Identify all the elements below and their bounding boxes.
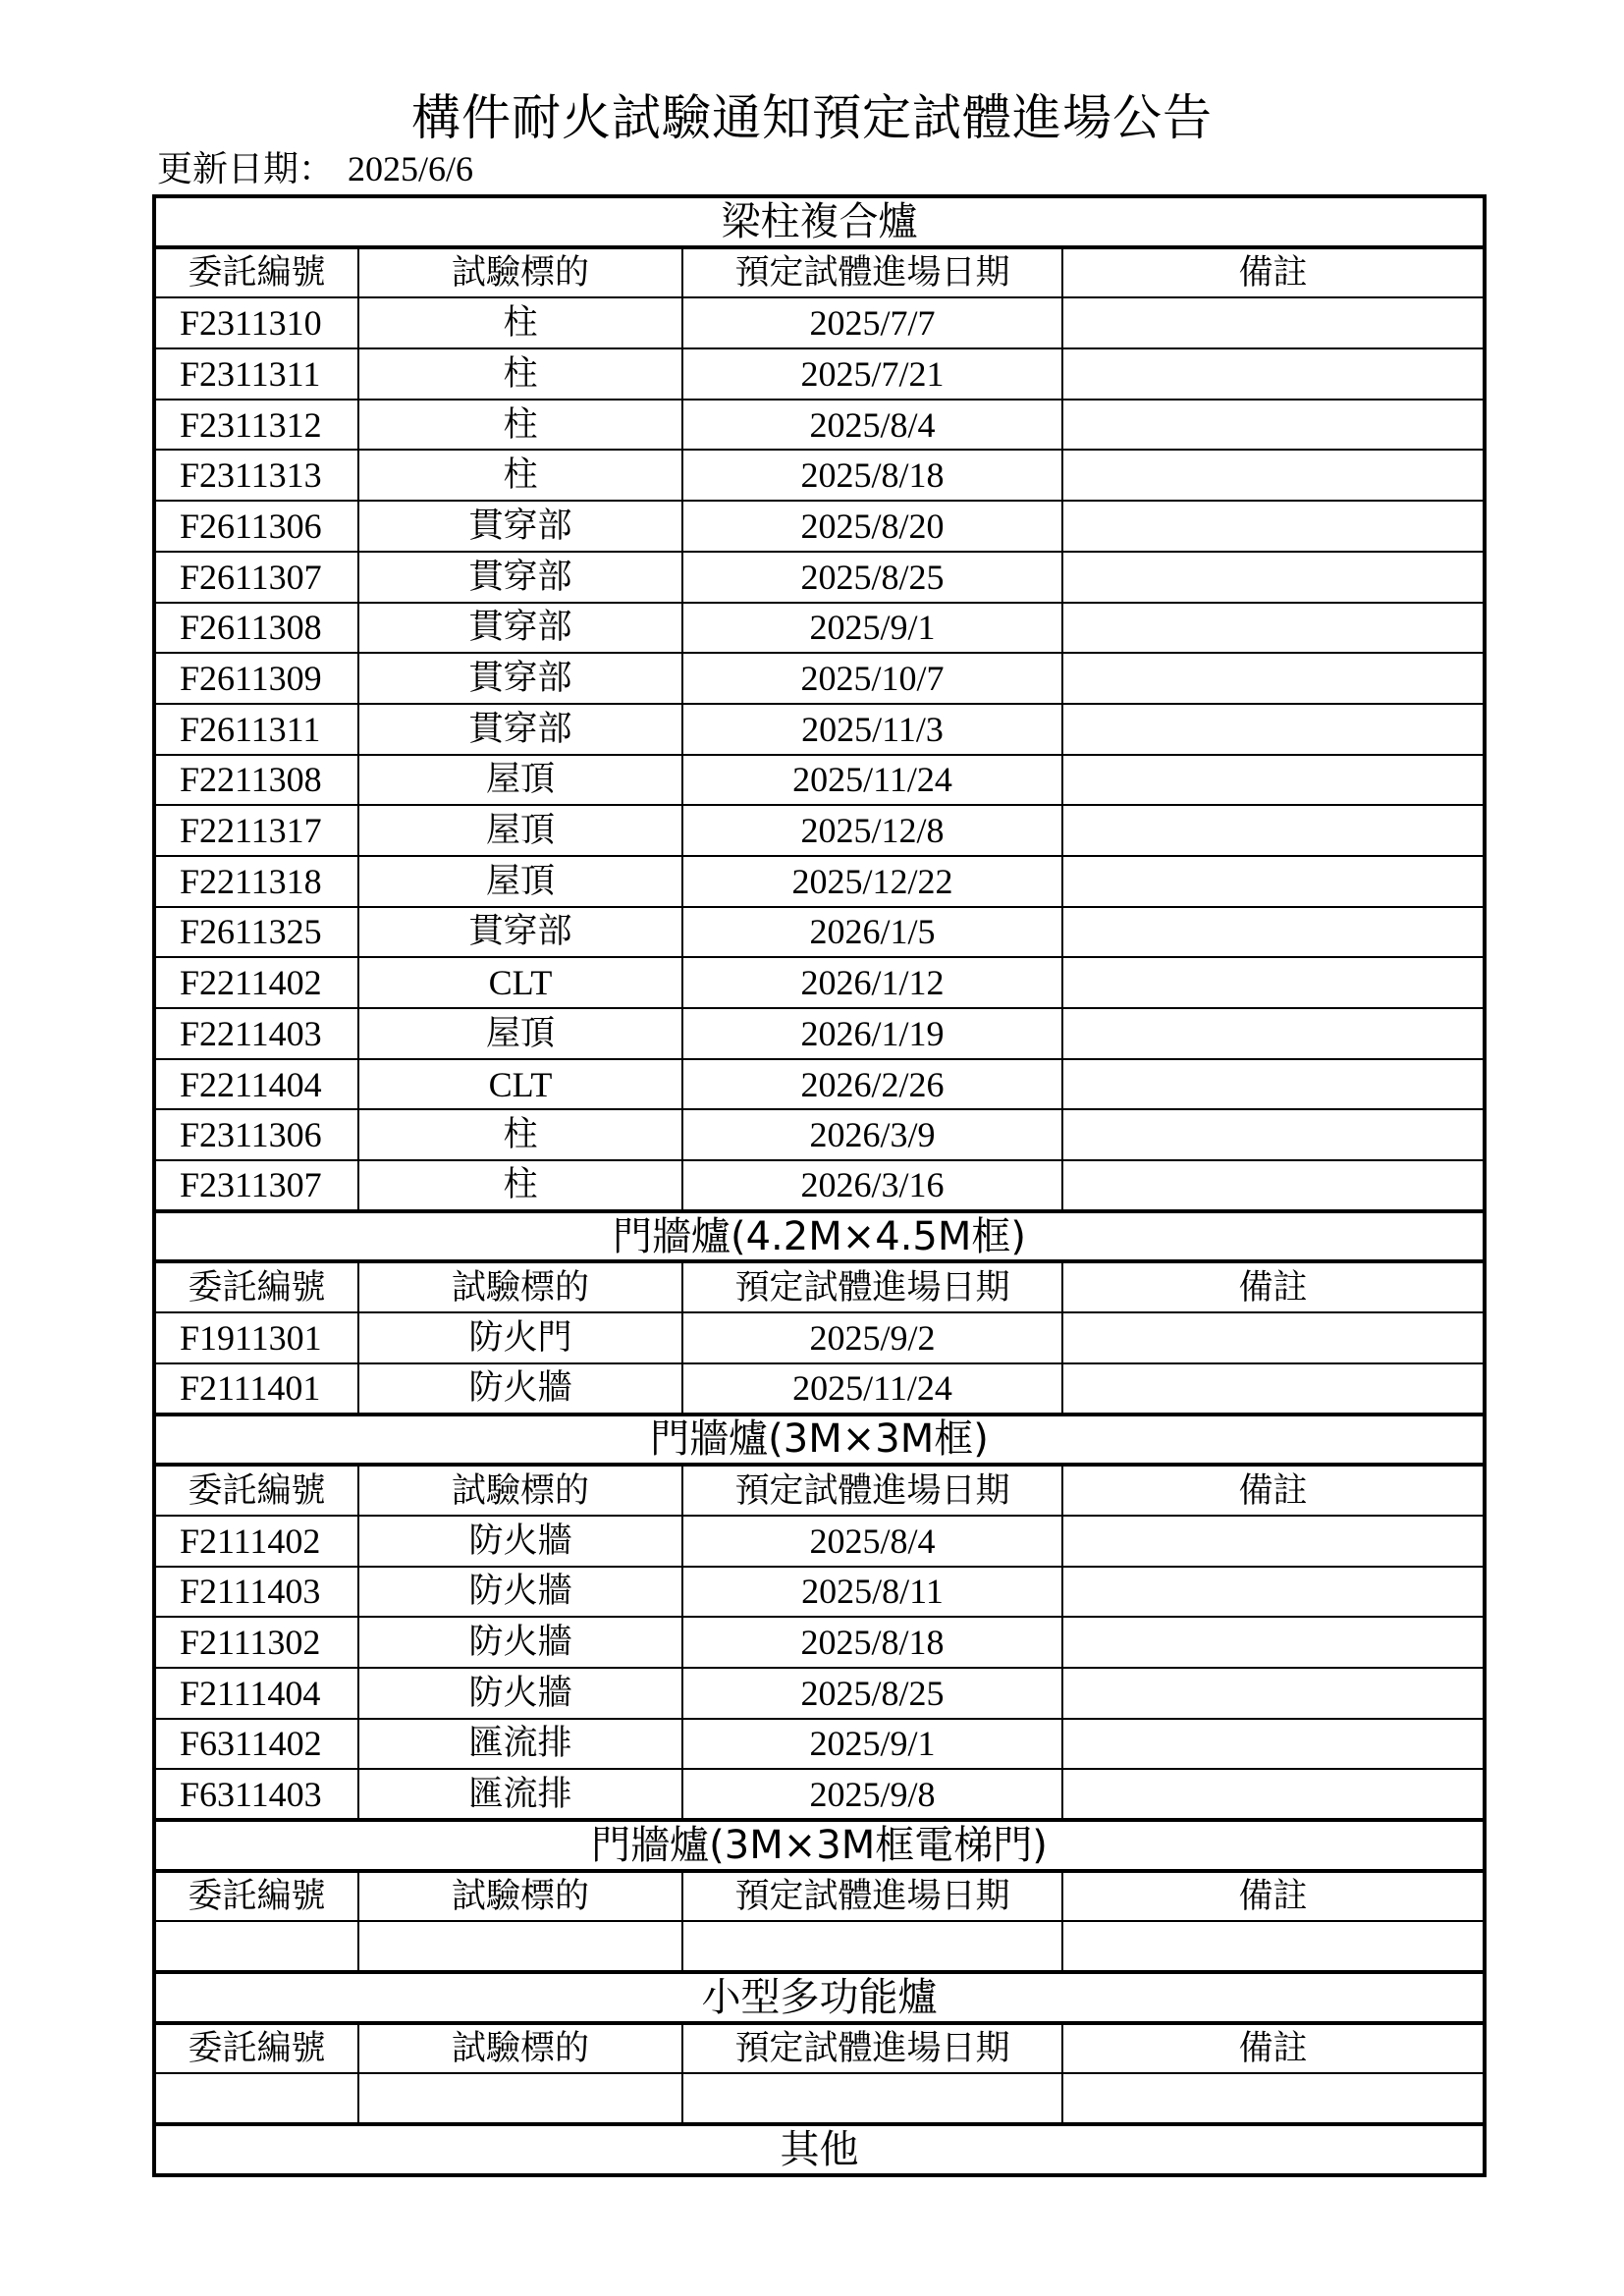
section-header-row: [154, 1211, 1485, 1262]
arrival-date-cell: 2025/12/22: [682, 856, 1062, 907]
table-row: [154, 603, 1485, 654]
column-header-row: [154, 1871, 1485, 1922]
arrival-date-cell: 2025/8/4: [682, 1516, 1062, 1567]
remarks-cell: [1062, 805, 1485, 856]
test-subject-cell: 防火牆: [358, 1668, 682, 1719]
test-subject-cell: 柱: [358, 1160, 682, 1211]
table-row: [154, 755, 1485, 806]
remarks-cell: [1062, 1921, 1485, 1972]
table-row: [154, 1312, 1485, 1363]
test-subject-cell: 匯流排: [358, 1719, 682, 1770]
test-subject-cell: [358, 2073, 682, 2124]
case-id-cell: F2211318: [154, 856, 358, 907]
arrival-date-cell: 2025/11/24: [682, 1363, 1062, 1415]
test-subject-cell: 柱: [358, 1109, 682, 1160]
case-id-cell: F2311307: [154, 1160, 358, 1211]
test-subject-cell: 防火牆: [358, 1617, 682, 1668]
remarks-cell: [1062, 704, 1485, 755]
arrival-date-cell: 2025/7/21: [682, 348, 1062, 400]
case-id-cell: F2611309: [154, 653, 358, 704]
test-subject-cell: 匯流排: [358, 1769, 682, 1820]
remarks-cell: [1062, 552, 1485, 603]
arrival-date-cell: 2026/2/26: [682, 1059, 1062, 1110]
remarks-cell: [1062, 1008, 1485, 1059]
test-subject-cell: 貫穿部: [358, 704, 682, 755]
remarks-cell: [1062, 755, 1485, 806]
table-row: [154, 450, 1485, 501]
case-id-cell: F2211404: [154, 1059, 358, 1110]
case-id-cell: F2111403: [154, 1567, 358, 1618]
case-id-cell: F2211308: [154, 755, 358, 806]
arrival-date-cell: 2025/7/7: [682, 297, 1062, 348]
column-header-case-id: 委託編號: [154, 2023, 358, 2074]
test-subject-cell: 屋頂: [358, 805, 682, 856]
column-header-row: [154, 1465, 1485, 1516]
case-id-cell: F2611307: [154, 552, 358, 603]
column-header-arrival-date: 預定試體進場日期: [682, 1261, 1062, 1312]
test-subject-cell: 貫穿部: [358, 653, 682, 704]
table-row: [154, 957, 1485, 1008]
table-row: [154, 704, 1485, 755]
table-row: [154, 907, 1485, 958]
table-row: [154, 400, 1485, 451]
arrival-date-cell: 2025/8/25: [682, 1668, 1062, 1719]
remarks-cell: [1062, 1567, 1485, 1618]
case-id-cell: F2311312: [154, 400, 358, 451]
column-header-arrival-date: 預定試體進場日期: [682, 2023, 1062, 2074]
case-id-cell: F2111401: [154, 1363, 358, 1415]
column-header-remarks: 備註: [1062, 1871, 1485, 1922]
table-row: [154, 1516, 1485, 1567]
remarks-cell: [1062, 1109, 1485, 1160]
column-header-row: [154, 247, 1485, 298]
test-subject-cell: 防火牆: [358, 1516, 682, 1567]
table-row: [154, 2073, 1485, 2124]
case-id-cell: F2111302: [154, 1617, 358, 1668]
remarks-cell: [1062, 603, 1485, 654]
table-row: [154, 1617, 1485, 1668]
case-id-cell: F2211402: [154, 957, 358, 1008]
test-subject-cell: 柱: [358, 297, 682, 348]
test-subject-cell: 防火牆: [358, 1567, 682, 1618]
arrival-date-cell: 2025/8/18: [682, 450, 1062, 501]
test-subject-cell: 柱: [358, 450, 682, 501]
column-header-test-subject: 試驗標的: [358, 1465, 682, 1516]
updated-label: 更新日期：: [157, 149, 335, 189]
table-row: [154, 653, 1485, 704]
table-row: [154, 501, 1485, 552]
table-row: [154, 552, 1485, 603]
updated-date: 2025/6/6: [348, 149, 474, 188]
section-title: 小型多功能爐: [154, 1972, 1485, 2023]
table-row: [154, 1719, 1485, 1770]
arrival-date-cell: [682, 1921, 1062, 1972]
column-header-test-subject: 試驗標的: [358, 2023, 682, 2074]
column-header-case-id: 委託編號: [154, 1261, 358, 1312]
table-row: [154, 805, 1485, 856]
section-header-row: [154, 2124, 1485, 2175]
arrival-date-cell: 2025/11/3: [682, 704, 1062, 755]
remarks-cell: [1062, 856, 1485, 907]
arrival-date-cell: 2025/9/2: [682, 1312, 1062, 1363]
test-subject-cell: [358, 1921, 682, 1972]
arrival-date-cell: 2025/8/20: [682, 501, 1062, 552]
table-row: [154, 1059, 1485, 1110]
column-header-case-id: 委託編號: [154, 247, 358, 298]
arrival-date-cell: 2025/11/24: [682, 755, 1062, 806]
arrival-date-cell: 2025/9/8: [682, 1769, 1062, 1820]
column-header-arrival-date: 預定試體進場日期: [682, 247, 1062, 298]
remarks-cell: [1062, 1516, 1485, 1567]
case-id-cell: F2311311: [154, 348, 358, 400]
arrival-date-cell: 2026/1/5: [682, 907, 1062, 958]
section-header-row: [154, 1415, 1485, 1466]
test-subject-cell: 柱: [358, 400, 682, 451]
case-id-cell: F1911301: [154, 1312, 358, 1363]
column-header-case-id: 委託編號: [154, 1871, 358, 1922]
test-subject-cell: 屋頂: [358, 856, 682, 907]
remarks-cell: [1062, 907, 1485, 958]
remarks-cell: [1062, 1769, 1485, 1820]
page-title: 構件耐火試驗通知預定試體進場公告: [411, 89, 1213, 146]
column-header-row: [154, 2023, 1485, 2074]
test-subject-cell: 屋頂: [358, 1008, 682, 1059]
arrival-date-cell: [682, 2073, 1062, 2124]
arrival-date-cell: 2026/1/19: [682, 1008, 1062, 1059]
arrival-date-cell: 2026/3/9: [682, 1109, 1062, 1160]
remarks-cell: [1062, 1719, 1485, 1770]
section-header-row: [154, 1820, 1485, 1871]
test-subject-cell: 貫穿部: [358, 907, 682, 958]
test-subject-cell: 防火門: [358, 1312, 682, 1363]
column-header-arrival-date: 預定試體進場日期: [682, 1465, 1062, 1516]
section-title: 門牆爐(3M×3M框電梯門): [154, 1820, 1485, 1871]
section-header-row: [154, 196, 1485, 247]
column-header-remarks: 備註: [1062, 1261, 1485, 1312]
arrival-date-cell: 2025/8/18: [682, 1617, 1062, 1668]
remarks-cell: [1062, 1160, 1485, 1211]
table-row: [154, 1769, 1485, 1820]
remarks-cell: [1062, 1363, 1485, 1415]
section-header-row: [154, 1972, 1485, 2023]
column-header-remarks: 備註: [1062, 1465, 1485, 1516]
column-header-arrival-date: 預定試體進場日期: [682, 1871, 1062, 1922]
test-subject-cell: 防火牆: [358, 1363, 682, 1415]
test-subject-cell: 貫穿部: [358, 501, 682, 552]
arrival-date-cell: 2025/12/8: [682, 805, 1062, 856]
case-id-cell: F2311306: [154, 1109, 358, 1160]
case-id-cell: F2611325: [154, 907, 358, 958]
table-row: [154, 1921, 1485, 1972]
case-id-cell: F6311403: [154, 1769, 358, 1820]
remarks-cell: [1062, 348, 1485, 400]
arrival-date-cell: 2025/8/4: [682, 400, 1062, 451]
table-row: [154, 1567, 1485, 1618]
table-row: [154, 856, 1485, 907]
column-header-remarks: 備註: [1062, 247, 1485, 298]
column-header-remarks: 備註: [1062, 2023, 1485, 2074]
column-header-test-subject: 試驗標的: [358, 1261, 682, 1312]
column-header-test-subject: 試驗標的: [358, 1871, 682, 1922]
remarks-cell: [1062, 297, 1485, 348]
case-id-cell: F2311310: [154, 297, 358, 348]
remarks-cell: [1062, 501, 1485, 552]
remarks-cell: [1062, 2073, 1485, 2124]
remarks-cell: [1062, 1312, 1485, 1363]
remarks-cell: [1062, 1668, 1485, 1719]
case-id-cell: [154, 2073, 358, 2124]
table-row: [154, 1160, 1485, 1211]
column-header-test-subject: 試驗標的: [358, 247, 682, 298]
table-row: [154, 297, 1485, 348]
arrival-date-cell: 2025/10/7: [682, 653, 1062, 704]
test-subject-cell: CLT: [358, 957, 682, 1008]
section-title: 門牆爐(4.2M×4.5M框): [154, 1211, 1485, 1262]
remarks-cell: [1062, 1617, 1485, 1668]
remarks-cell: [1062, 1059, 1485, 1110]
table-row: [154, 1363, 1485, 1415]
column-header-row: [154, 1261, 1485, 1312]
arrival-date-cell: 2026/1/12: [682, 957, 1062, 1008]
section-title: 梁柱複合爐: [154, 196, 1485, 247]
test-subject-cell: 屋頂: [358, 755, 682, 806]
arrival-date-cell: 2025/8/11: [682, 1567, 1062, 1618]
remarks-cell: [1062, 957, 1485, 1008]
arrival-date-cell: 2025/9/1: [682, 603, 1062, 654]
column-header-case-id: 委託編號: [154, 1465, 358, 1516]
arrival-date-cell: 2025/9/1: [682, 1719, 1062, 1770]
test-subject-cell: 貫穿部: [358, 603, 682, 654]
case-id-cell: F2611306: [154, 501, 358, 552]
case-id-cell: F2211317: [154, 805, 358, 856]
case-id-cell: F2111402: [154, 1516, 358, 1567]
table-row: [154, 1668, 1485, 1719]
section-title: 其他: [154, 2124, 1485, 2175]
test-subject-cell: 柱: [358, 348, 682, 400]
remarks-cell: [1062, 450, 1485, 501]
case-id-cell: F2611308: [154, 603, 358, 654]
table-row: [154, 1109, 1485, 1160]
updated-date-line: [157, 147, 473, 191]
case-id-cell: F2111404: [154, 1668, 358, 1719]
arrival-date-cell: 2026/3/16: [682, 1160, 1062, 1211]
table-row: [154, 1008, 1485, 1059]
case-id-cell: F2211403: [154, 1008, 358, 1059]
test-subject-cell: CLT: [358, 1059, 682, 1110]
arrival-date-cell: 2025/8/25: [682, 552, 1062, 603]
remarks-cell: [1062, 653, 1485, 704]
case-id-cell: F6311402: [154, 1719, 358, 1770]
case-id-cell: F2311313: [154, 450, 358, 501]
case-id-cell: F2611311: [154, 704, 358, 755]
remarks-cell: [1062, 400, 1485, 451]
case-id-cell: [154, 1921, 358, 1972]
section-title: 門牆爐(3M×3M框): [154, 1415, 1485, 1466]
schedule-table: [152, 194, 1487, 2177]
table-row: [154, 348, 1485, 400]
test-subject-cell: 貫穿部: [358, 552, 682, 603]
